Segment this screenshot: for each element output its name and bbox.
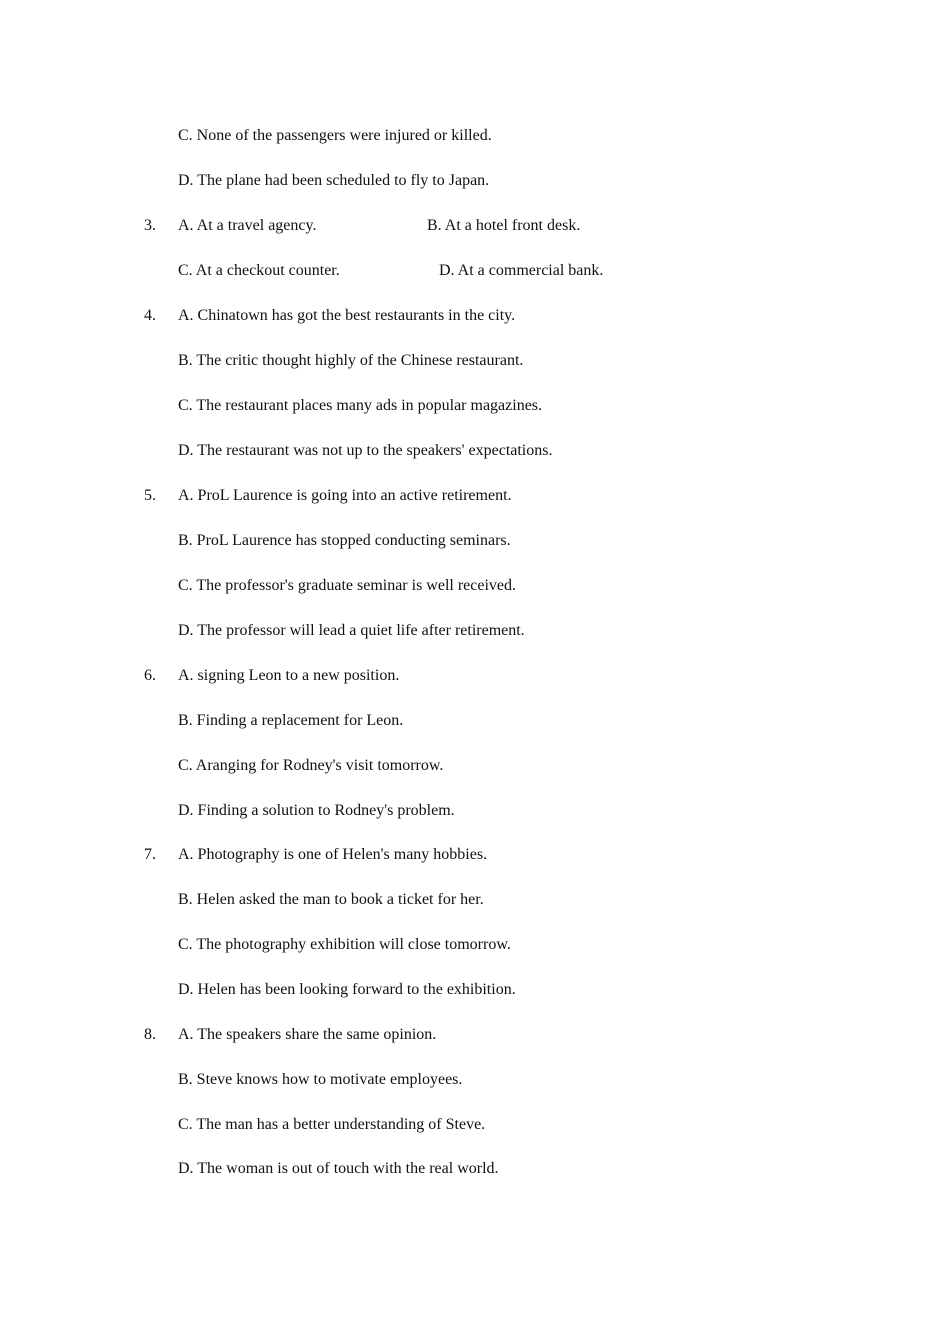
q3-option-c: C. At a checkout counter. <box>178 262 340 279</box>
q4-number: 4. <box>144 307 156 324</box>
q7-option-a: A. Photography is one of Helen's many hobbies. <box>178 846 488 863</box>
q8-number: 8. <box>144 1026 156 1043</box>
q7-option-d: D. Helen has been looking forward to the exhibition. <box>178 981 516 998</box>
q8-option-d: D. The woman is out of touch with the real world. <box>178 1160 499 1177</box>
q8-option-c: C. The man has a better understanding of Steve. <box>178 1116 486 1133</box>
q6-option-d: D. Finding a solution to Rodney's problem. <box>178 802 455 819</box>
q7-number: 7. <box>144 846 156 863</box>
q3-option-a: A. At a travel agency. <box>178 217 317 234</box>
q5-option-d: D. The professor will lead a quiet life after retirement. <box>178 622 525 639</box>
q2-option-c: C. None of the passengers were injured or killed. <box>178 127 492 144</box>
q5-number: 5. <box>144 487 156 504</box>
q4-option-b: B. The critic thought highly of the Chinese restaurant. <box>178 352 524 369</box>
q7-option-c: C. The photography exhibition will close tomorrow. <box>178 936 511 953</box>
q3-option-b: B. At a hotel front desk. <box>427 217 581 234</box>
q5-option-a: A. ProL Laurence is going into an active retirement. <box>178 487 512 504</box>
q5-option-c: C. The professor's graduate seminar is well received. <box>178 577 517 594</box>
q8-option-a: A. The speakers share the same opinion. <box>178 1026 437 1043</box>
q6-option-b: B. Finding a replacement for Leon. <box>178 712 404 729</box>
q7-option-b: B. Helen asked the man to book a ticket for her. <box>178 891 484 908</box>
q4-option-a: A. Chinatown has got the best restaurants in the city. <box>178 307 516 324</box>
q5-option-b: B. ProL Laurence has stopped conducting seminars. <box>178 532 511 549</box>
q4-option-d: D. The restaurant was not up to the speakers' expectations. <box>178 442 553 459</box>
q8-option-b: B. Steve knows how to motivate employees. <box>178 1071 463 1088</box>
q6-option-c: C. Aranging for Rodney's visit tomorrow. <box>178 757 444 774</box>
q6-number: 6. <box>144 667 156 684</box>
q6-option-a: A. signing Leon to a new position. <box>178 667 400 684</box>
q3-option-d: D. At a commercial bank. <box>439 262 604 279</box>
q2-option-d: D. The plane had been scheduled to fly to Japan. <box>178 172 490 189</box>
q3-number: 3. <box>144 217 156 234</box>
q4-option-c: C. The restaurant places many ads in popular magazines. <box>178 397 543 414</box>
